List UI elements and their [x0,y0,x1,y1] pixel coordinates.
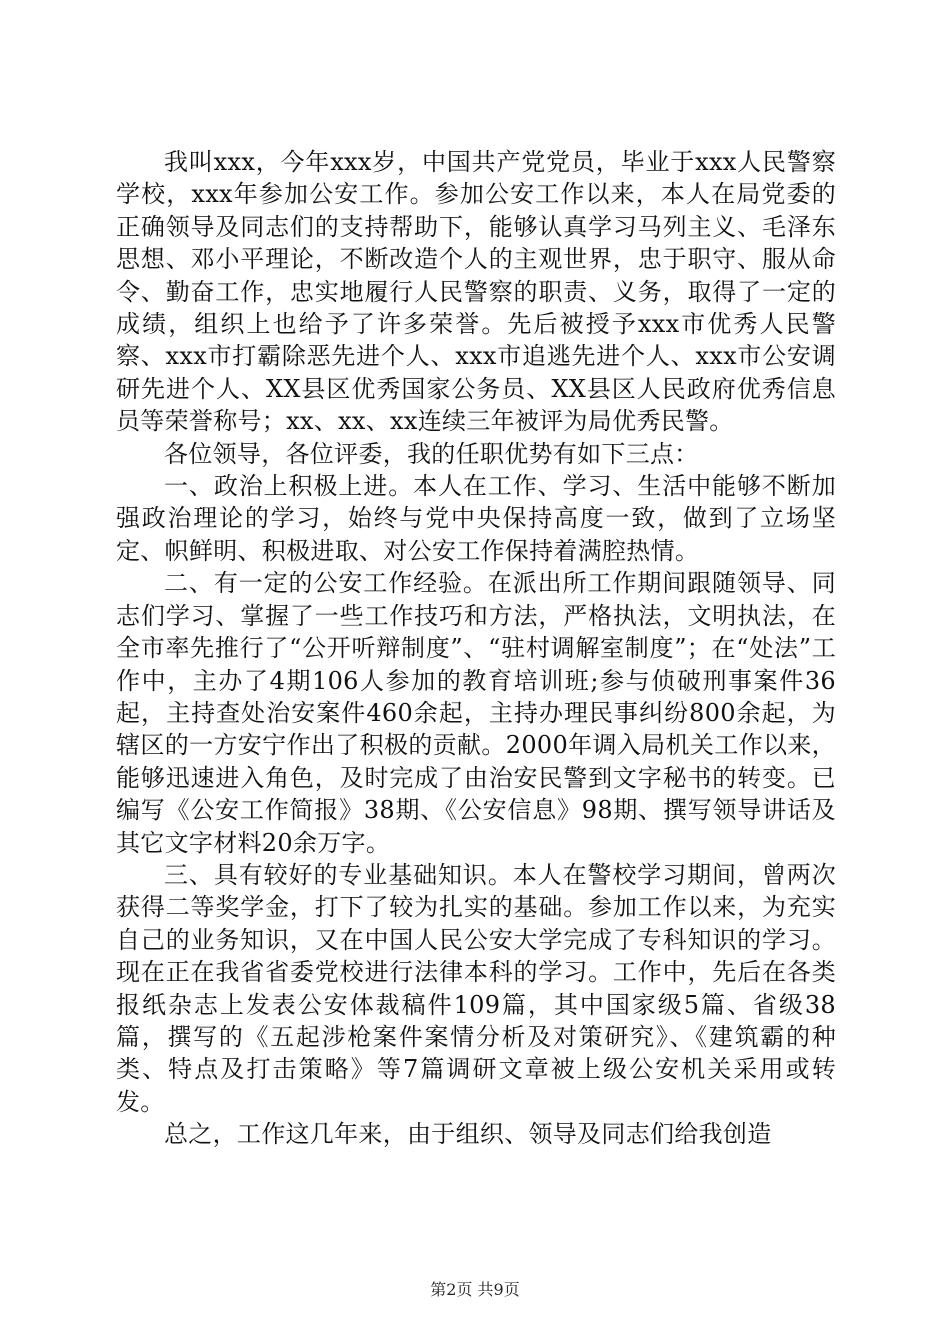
paragraph-point-one: 一、政治上积极上进。本人在工作、学习、生活中能够不断加强政治理论的学习，始终与党中央保持高度一致，做到了立场坚定、帜鲜明、积极进取、对公安工作保持着满腔热情。 [116,472,836,565]
paragraph-advantages-lead: 各位领导，各位评委，我的任职优势有如下三点： [164,439,699,468]
paragraph-intro: 我叫xxx，今年xxx岁，中国共产党党员，毕业于xxx人民警察学校，xxx年参加公安工作。参加公安工作以来，本人在局党委的正确领导及同志们的支持帮助下，能够认真学习马列主义、毛泽东思想、邓小平理论，不断改造个人的主观世界，忠于职守、服从命令、勤奋工作，忠实地履行人民警察的职责、义务，取得了一定的成绩，组织上也给予了许多荣誉。先后被授予xxx市优秀人民警察、xxx市打霸除恶先进个人、xxx市追逃先进个人、xxx市公安调研先进个人、XX县区优秀国家公务员、XX县区人民政府优秀信息员等荣誉称号；xx、xx、xx连续三年被评为局优秀民警。 [116,148,836,436]
document-body [116,146,836,1151]
page-number-footer: 第2页 共9页 [430,1280,520,1299]
paragraph-point-two: 二、有一定的公安工作经验。在派出所工作期间跟随领导、同志们学习、掌握了一些工作技巧和方法，严格执法，文明执法，在全市率先推行了“公开听辩制度”、“驻村调解室制度”；在“处法”工作中，主办了4期106人参加的教育培训班;参与侦破刑事案件36起，主持查处治安案件460余起，主持办理民事纠纷800余起，为辖区的一方安宁作出了积极的贡献。2000年调入局机关工作以来，能够迅速进入角色，及时完成了由治安民警到文字秘书的转变。已编写《公安工作简报》38期、《公安信息》98期、撰写领导讲话及其它文字材料20余万字。 [116,569,836,857]
paragraph-point-three: 三、具有较好的专业基础知识。本人在警校学习期间，曾两次获得二等奖学金，打下了较为扎实的基础。参加工作以来，为充实自己的业务知识，又在中国人民公安大学完成了专科知识的学习。现在正在我省省委党校进行法律本科的学习。工作中，先后在各类报纸杂志上发表公安体裁稿件109篇，其中国家级5篇、省级38篇，撰写的《五起涉枪案件案情分析及对策研究》、《建筑霸的种类、特点及打击策略》等7篇调研文章被上级公安机关采用或转发。 [116,860,836,1116]
paragraph-summary: 总之，工作这几年来，由于组织、领导及同志们给我创造 [164,1120,772,1149]
